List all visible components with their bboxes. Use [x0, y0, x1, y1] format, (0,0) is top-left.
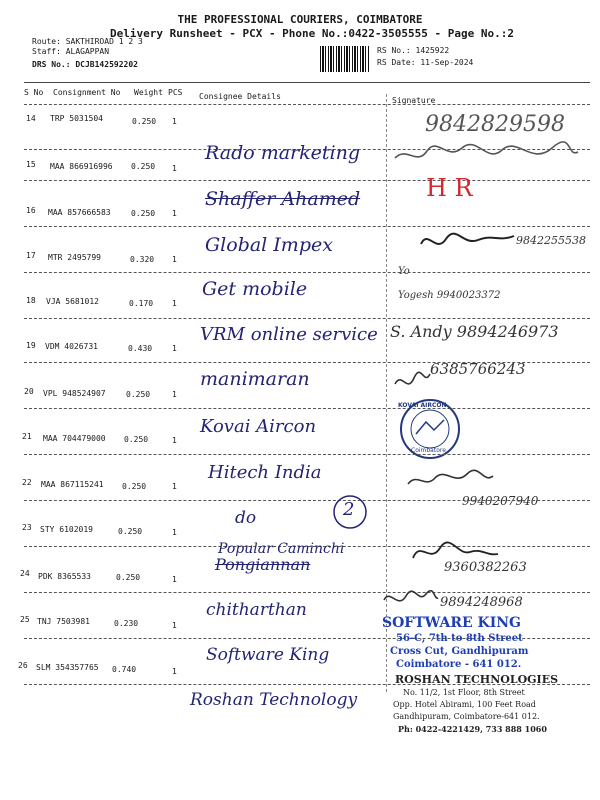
- consignee-name: VRM online service: [200, 324, 378, 345]
- row-sno: 18: [26, 296, 36, 305]
- row-weight: 0.320: [130, 255, 155, 264]
- row-sno: 14: [26, 114, 36, 123]
- row-sno: 24: [20, 569, 30, 578]
- roshan-stamp-line2: Opp. Hotel Abirami, 100 Feet Road: [393, 700, 536, 709]
- row-consignment: MAA 866916996: [50, 162, 113, 171]
- row-sno: 19: [26, 341, 36, 350]
- company-title: THE PROFESSIONAL COURIERS, COIMBATORE: [177, 13, 423, 26]
- col-consignment: Consignment No: [53, 88, 121, 97]
- extra-consignee: Roshan Technology: [190, 690, 358, 710]
- row-divider: [24, 318, 590, 319]
- signature-scribble: [392, 366, 432, 396]
- row-pcs: 1: [172, 209, 177, 218]
- roshan-stamp-line4: Ph: 0422-4221429, 733 888 1060: [398, 724, 547, 734]
- signature-name-phone: Yogesh 9940023372: [398, 290, 501, 301]
- software-king-stamp-line1: 56-C, 7th to 8th Street: [396, 633, 523, 644]
- col-signature: Signature: [392, 96, 436, 105]
- col-consignee: Consignee Details: [199, 92, 281, 101]
- row-pcs: 1: [172, 117, 177, 126]
- consignee-name: chitharthan: [206, 600, 307, 620]
- row-pcs: 1: [172, 344, 177, 353]
- row-weight: 0.250: [122, 482, 147, 491]
- row-consignment: SLM 354357765: [36, 663, 99, 672]
- row-consignment: TNJ 7503981: [37, 617, 90, 626]
- signature: H R: [426, 174, 473, 202]
- barcode: [320, 46, 370, 72]
- signature: Yo: [398, 266, 410, 277]
- software-king-stamp-name: SOFTWARE KING: [382, 615, 522, 631]
- consignee-name: Shaffer Ahamed: [205, 188, 361, 210]
- col-weight: Weight: [134, 88, 163, 97]
- row-weight: 0.250: [116, 573, 141, 582]
- signature-scribble: [418, 224, 518, 258]
- signature-phone: 9940207940: [462, 494, 539, 508]
- consignee-name: Rado marketing: [205, 142, 361, 164]
- runsheet-subtitle: Delivery Runsheet - PCX - Phone No.:0422-3505555 - Page No.:2: [110, 27, 514, 40]
- row-weight: 0.250: [131, 209, 156, 218]
- consignee-name: Get mobile: [202, 278, 308, 300]
- software-king-stamp-line2: Cross Cut, Gandhipuram: [390, 646, 529, 657]
- header-rule-bottom: [24, 104, 590, 105]
- roshan-stamp-name: ROSHAN TECHNOLOGIES: [395, 673, 559, 686]
- row-divider: [24, 454, 590, 455]
- row-weight: 0.250: [132, 117, 157, 126]
- row-weight: 0.250: [124, 435, 149, 444]
- row-pcs: 1: [172, 575, 177, 584]
- row-pcs: 1: [172, 482, 177, 491]
- signature-phone: 9360382263: [444, 560, 527, 575]
- consignee-name-struck: Pongiannan: [215, 555, 311, 574]
- row-divider: [24, 272, 590, 273]
- col-pcs: PCS: [168, 88, 183, 97]
- kovai-stamp-top: KOVAI AIRCON: [398, 402, 447, 409]
- rs-number: RS No.: 1425922: [377, 46, 450, 55]
- row-sno: 21: [22, 432, 32, 441]
- row-consignment: PDK 8365533: [38, 572, 91, 581]
- row-divider: [24, 592, 590, 593]
- consignee-name: Global Impex: [205, 234, 333, 256]
- roshan-stamp-line1: No. 11/2, 1st Floor, 8th Street: [403, 688, 525, 697]
- consignee-name: Kovai Aircon: [200, 416, 317, 437]
- consignee-name: Software King: [206, 645, 330, 665]
- consignee-name: do: [235, 508, 257, 528]
- row-sno: 26: [18, 661, 28, 670]
- signature: 9842829598: [425, 112, 565, 137]
- row-pcs: 1: [172, 299, 177, 308]
- row-consignment: TRP 5031504: [50, 114, 103, 123]
- row-divider: [24, 500, 590, 501]
- row-pcs: 1: [172, 436, 177, 445]
- row-sno: 16: [26, 206, 36, 215]
- signature-phone: 6385766243: [430, 360, 526, 378]
- signature-scribble: [380, 584, 440, 614]
- row-weight: 0.230: [114, 619, 139, 628]
- col-sno: S No: [24, 88, 44, 97]
- row-sno: 17: [26, 251, 36, 260]
- consignee-name: Hitech India: [208, 462, 322, 483]
- row-consignment: VPL 948524907: [43, 389, 106, 398]
- signature-scribble: [392, 136, 582, 170]
- drs-number: DRS No.: DCJB142592202: [32, 60, 138, 69]
- consignee-name: manimaran: [200, 368, 310, 390]
- signature-scribble: [405, 464, 495, 494]
- row-sno: 15: [26, 160, 36, 169]
- row-divider: [24, 408, 590, 409]
- route-label: Route: SAKTHIROAD 1 2 3: [32, 37, 143, 46]
- signature: S. Andy 9894246973: [390, 322, 559, 341]
- row-pcs: 1: [172, 667, 177, 676]
- row-divider: [24, 180, 590, 181]
- roshan-stamp-line3: Gandhipuram, Coimbatore-641 012.: [393, 712, 540, 721]
- row-consignment: MTR 2495799: [48, 253, 101, 262]
- row-pcs: 1: [172, 390, 177, 399]
- staff-label: Staff: ALAGAPPAN: [32, 47, 110, 56]
- row-pcs: 1: [172, 164, 177, 173]
- signature-phone: 9842255538: [516, 234, 586, 247]
- row-consignment: MAA 867115241: [41, 480, 104, 489]
- row-weight: 0.430: [128, 344, 153, 353]
- row-consignment: MAA 704479000: [43, 434, 106, 443]
- row-consignment: STY 6102019: [40, 525, 93, 534]
- row-pcs: 1: [172, 621, 177, 630]
- kovai-stamp-bottom: Coimbatore: [411, 447, 446, 454]
- row-weight: 0.170: [129, 299, 154, 308]
- rs-date: RS Date: 11-Sep-2024: [377, 58, 474, 67]
- row-weight: 0.250: [118, 527, 143, 536]
- row-consignment: VDM 4026731: [45, 342, 98, 351]
- row-pcs: 1: [172, 528, 177, 537]
- row-sno: 25: [20, 615, 30, 624]
- circled-number-text: 2: [343, 499, 355, 520]
- row-sno: 23: [22, 523, 32, 532]
- row-pcs: 1: [172, 255, 177, 264]
- row-weight: 0.250: [131, 162, 156, 171]
- row-consignment: MAA 857666583: [48, 208, 111, 217]
- signature-phone: 9894248968: [440, 595, 523, 610]
- row-weight: 0.250: [126, 390, 151, 399]
- row-24-annotation: Popular Caminchi: [218, 541, 345, 557]
- row-consignment: VJA 5681012: [46, 297, 99, 306]
- row-sno: 20: [24, 387, 34, 396]
- row-weight: 0.740: [112, 665, 137, 674]
- header-rule-top: [24, 82, 590, 83]
- software-king-stamp-line3: Coimbatore - 641 012.: [396, 659, 522, 670]
- row-sno: 22: [22, 478, 32, 487]
